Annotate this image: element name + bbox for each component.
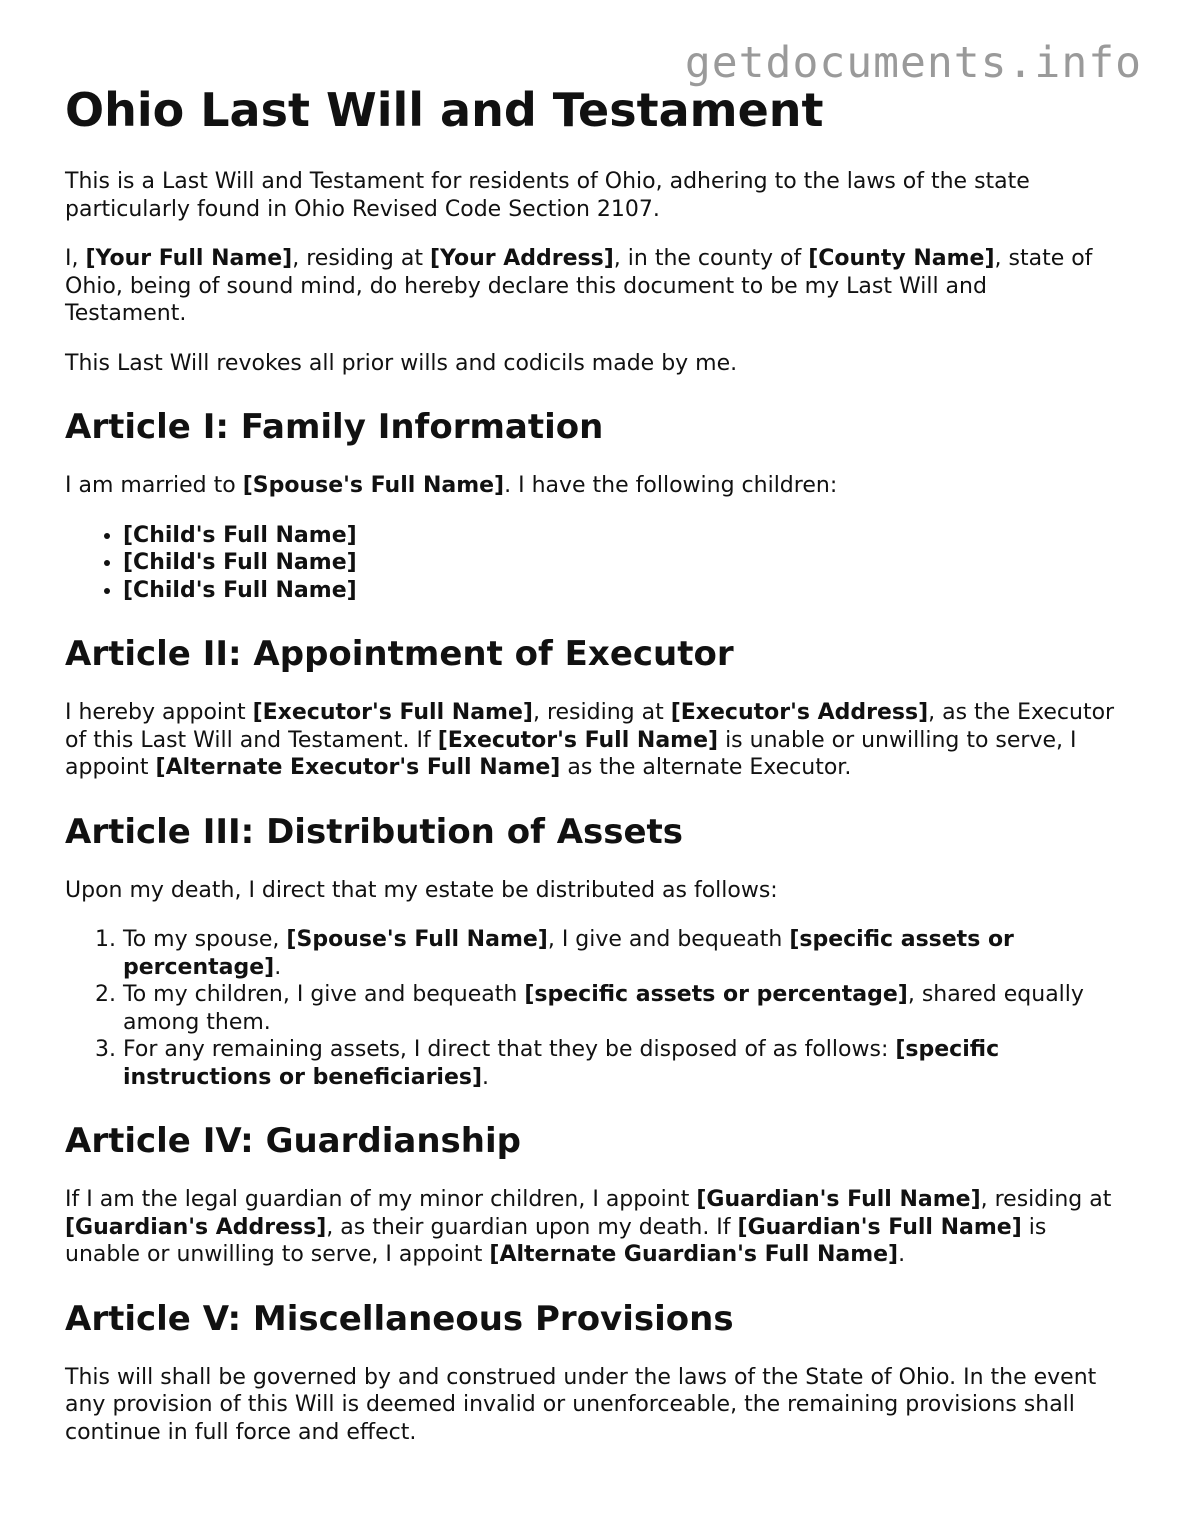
text-span: . (482, 1064, 490, 1090)
placeholder-guardian-name: [Guardian's Full Name] (737, 1214, 1022, 1240)
list-item (123, 577, 1115, 605)
text-span: I am married to (65, 473, 243, 498)
distribution-list (65, 926, 1115, 1091)
text-span: , as the Executor of this Last Will and Testament. If (65, 700, 1115, 753)
revocation-paragraph: This Last Will revokes all prior wills and codicils made by me. (65, 350, 738, 376)
placeholder-full-name: [Your Full Name] (85, 246, 293, 271)
text-span: . (898, 1242, 906, 1267)
text-span: I, (65, 246, 86, 271)
placeholder-child-name: [Child's Full Name] (123, 522, 357, 548)
miscellaneous-paragraph: This will shall be governed by and construed under the laws of the State of Ohio. In the event any provision of this Will is deemed invalid or unenforceable, the remaining provisions shall continue in full force and effect. (65, 1364, 1097, 1445)
placeholder-child-name: [Child's Full Name] (123, 550, 357, 575)
placeholder-instructions: [specific instructions or beneficiaries] (123, 1037, 1000, 1090)
declaration-paragraph (65, 245, 1115, 328)
article-3-heading: Article III: Distribution of Assets (65, 811, 684, 852)
watermark: getdocuments.info (684, 38, 1142, 88)
text-span: I hereby appoint (65, 700, 253, 725)
list-item (123, 549, 1115, 577)
placeholder-spouse-name: [Spouse's Full Name] (286, 927, 548, 952)
children-list (65, 522, 1115, 605)
text-span: For any remaining assets, I direct that they be disposed of as follows: (123, 1037, 896, 1062)
text-span: is unable or unwilling to serve, I appoint (65, 1214, 1047, 1267)
executor-paragraph (65, 699, 1115, 782)
distribution-intro: Upon my death, I direct that my estate be distributed as follows: (65, 877, 778, 903)
text-span: , as their guardian upon my death. If (326, 1214, 738, 1240)
placeholder-executor-name: [Executor's Full Name] (437, 727, 719, 753)
placeholder-assets: [specific assets or percentage] (123, 927, 1014, 980)
guardianship-paragraph (65, 1186, 1115, 1269)
placeholder-alternate-guardian: [Alternate Guardian's Full Name] (489, 1242, 899, 1267)
intro-paragraph: This is a Last Will and Testament for residents of Ohio, adhering to the laws of the state particularly found in Ohio Revised Code Section 2107. (65, 169, 1030, 222)
placeholder-assets: [specific assets or percentage] (524, 982, 908, 1007)
article-4-heading: Article IV: Guardianship (65, 1121, 521, 1161)
list-item (123, 1036, 1115, 1091)
article-1-heading: Article I: Family Information (65, 407, 604, 447)
document-title: Ohio Last Will and Testament (65, 83, 824, 137)
text-span: , in the county of (613, 246, 809, 271)
text-span: , state of Ohio, being of sound mind, do hereby declare this document to be my Last Will and Testament. (65, 246, 1093, 326)
text-span: To my children, I give and bequeath (123, 982, 525, 1007)
list-item (123, 981, 1115, 1036)
list-item (123, 522, 1115, 550)
placeholder-guardian-address: [Guardian's Address] (65, 1214, 327, 1240)
text-span: , I give and bequeath (547, 927, 790, 952)
article-2-heading: Article II: Appointment of Executor (65, 634, 734, 674)
family-paragraph (65, 472, 1115, 500)
placeholder-guardian-name: [Guardian's Full Name] (696, 1187, 981, 1212)
text-span: , residing at (292, 246, 430, 271)
placeholder-spouse-name: [Spouse's Full Name] (242, 473, 505, 498)
document-page (65, 0, 1115, 1446)
text-span: If I am the legal guardian of my minor children, I appoint (65, 1187, 697, 1212)
placeholder-county: [County Name] (808, 246, 995, 271)
placeholder-child-name: [Child's Full Name] (123, 577, 357, 603)
text-span: To my spouse, (123, 927, 287, 952)
placeholder-alternate-executor: [Alternate Executor's Full Name] (155, 755, 561, 780)
text-span: as the alternate Executor. (560, 755, 852, 780)
text-span: , residing at (532, 700, 671, 725)
text-span: is unable or unwilling to serve, I appoint (65, 727, 1077, 780)
list-item (123, 926, 1115, 981)
text-span: . I have the following children: (504, 473, 838, 498)
text-span: , residing at (980, 1187, 1112, 1212)
article-5-heading: Article V: Miscellaneous Provisions (65, 1298, 734, 1339)
text-span: . (274, 954, 282, 980)
text-span: , shared equally among them. (123, 982, 1084, 1035)
placeholder-executor-address: [Executor's Address] (670, 700, 929, 725)
placeholder-executor-name: [Executor's Full Name] (252, 700, 533, 725)
placeholder-address: [Your Address] (429, 246, 614, 271)
